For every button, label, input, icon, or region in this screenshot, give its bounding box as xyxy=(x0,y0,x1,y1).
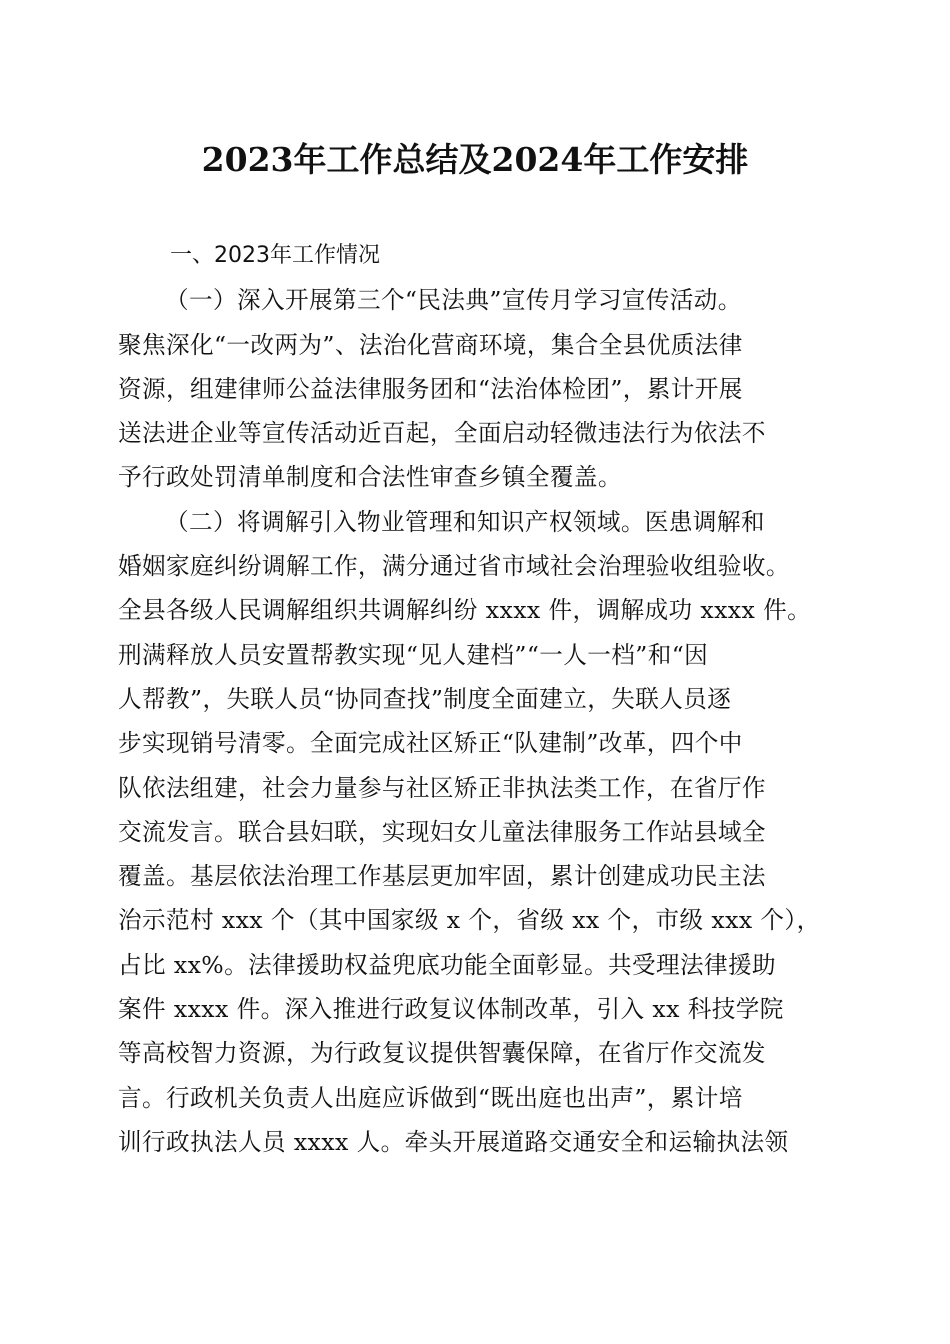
paragraph-1-first-line xyxy=(118,278,838,322)
paragraph-2-line: 全县各级人民调解组织共调解纠纷 xxxx 件，调解成功 xxxx 件。 xyxy=(118,596,812,625)
paragraph-2-line: 训行政执法人员 xxxx 人。牵头开展道路交通安全和运输执法领 xyxy=(118,1127,789,1156)
paragraph-1-line: 资源，组建律师公益法律服务团和“法治体检团”，累计开展 xyxy=(118,374,743,403)
paragraph-2-first-line xyxy=(118,500,838,544)
paragraph-2-line: 案件 xxxx 件。深入推进行政复议体制改革，引入 xx 科技学院 xyxy=(118,995,784,1024)
document-body xyxy=(118,234,838,1164)
paragraph-2-line: 治示范村 xxx 个（其中国家级 x 个，省级 xx 个，市级 xxx 个）， xyxy=(118,906,821,935)
document-title: 2023年工作总结及2024年工作安排 xyxy=(201,140,749,179)
paragraph-2-line: 等高校智力资源，为行政复议提供智囊保障，在省厅作交流发 xyxy=(118,1039,766,1068)
paragraph-1-line: 予行政处罚清单制度和合法性审查乡镇全覆盖。 xyxy=(118,463,622,492)
section-heading: 一、2023年工作情况 xyxy=(170,243,380,268)
paragraph-2-line: 刑满释放人员安置帮教实现“见人建档”“一人一档”和“因 xyxy=(118,640,709,669)
paragraph-1-line: 送法进企业等宣传活动近百起，全面启动轻微违法行为依法不 xyxy=(118,419,766,448)
paragraph-2-line: 覆盖。基层依法治理工作基层更加牢固，累计创建成功民主法 xyxy=(118,862,766,891)
paragraph-2-line: 队依法组建，社会力量参与社区矫正非执法类工作，在省厅作 xyxy=(118,773,766,802)
paragraph-2-subheading: （二）将调解引入物业管理和知识产权领域。 xyxy=(165,507,645,536)
paragraph-2-line: 言。行政机关负责人出庭应诉做到“既出庭也出声”，累计培 xyxy=(118,1083,743,1112)
paragraph-2-line: 步实现销号清零。全面完成社区矫正“队建制”改革，四个中 xyxy=(118,729,743,758)
paragraph-2-line: 人帮教”，失联人员“协同查找”制度全面建立，失联人员逐 xyxy=(118,684,732,713)
paragraph-2-first-line-rest: 医患调解和 xyxy=(644,507,765,536)
paragraph-2-line: 婚姻家庭纠纷调解工作，满分通过省市域社会治理验收组验收。 xyxy=(118,552,790,581)
paragraph-2-line: 占比 xx%。法律援助权益兜底功能全面彰显。共受理法律援助 xyxy=(118,950,776,979)
paragraph-1-line: 聚焦深化“一改两为”、法治化营商环境，集合全县优质法律 xyxy=(118,330,743,359)
paragraph-2-line: 交流发言。联合县妇联，实现妇女儿童法律服务工作站县域全 xyxy=(118,817,766,846)
paragraph-1-subheading: （一）深入开展第三个“民法典”宣传月学习宣传活动。 xyxy=(165,286,742,315)
